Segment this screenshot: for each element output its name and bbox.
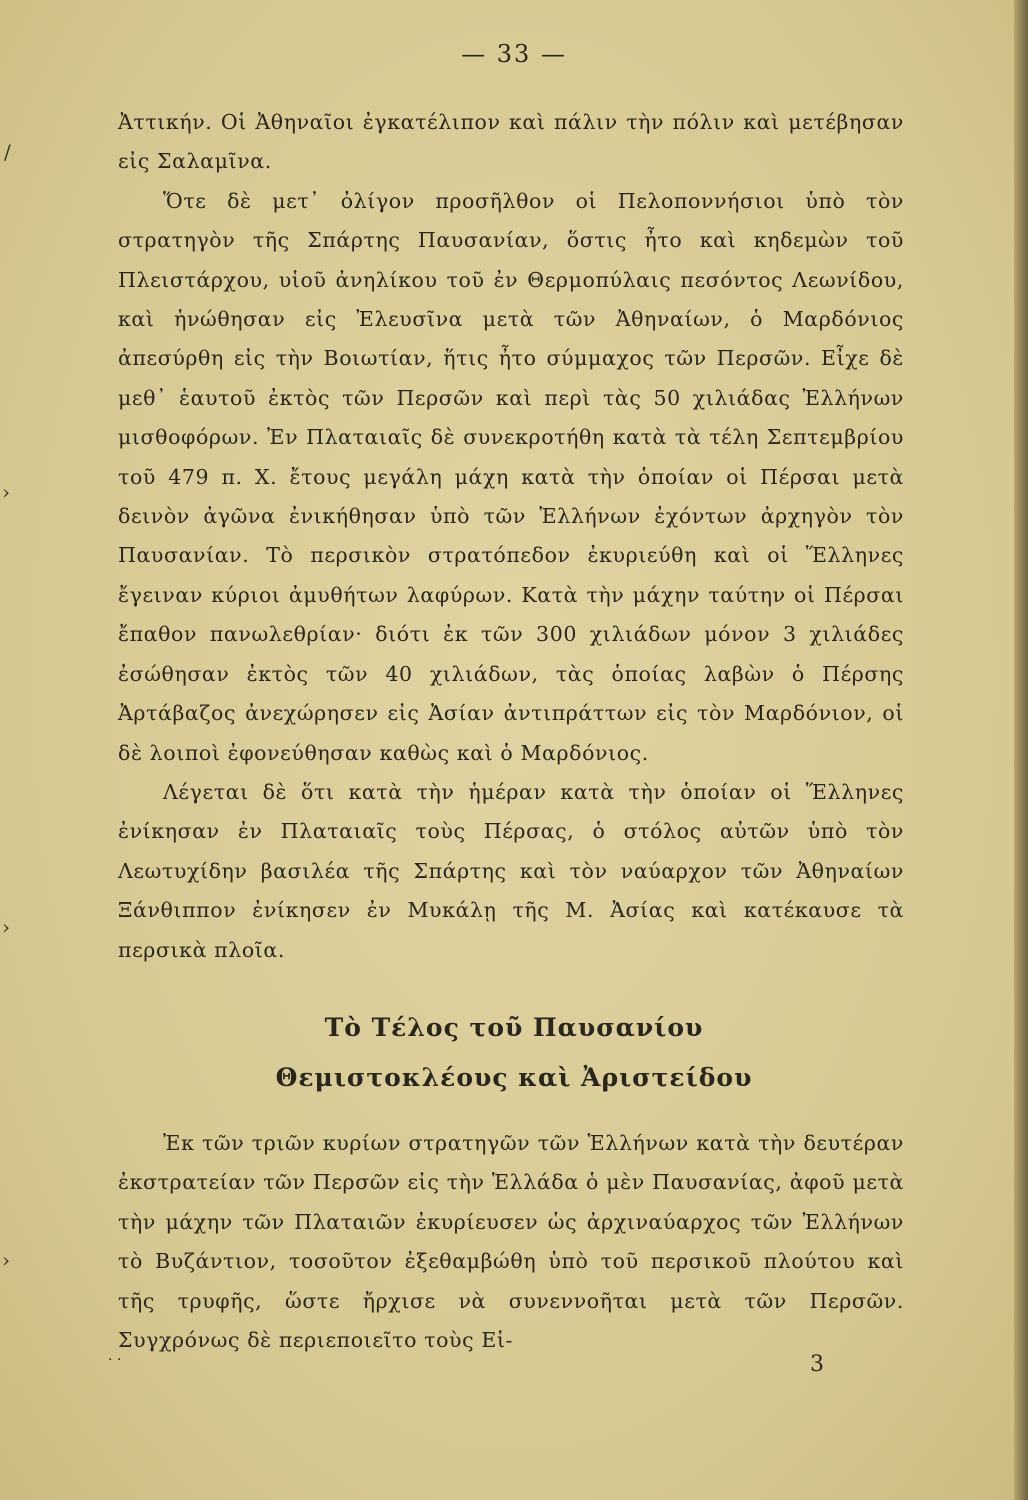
signature-mark: 3 (810, 1352, 824, 1377)
margin-arrow-icon: › (2, 915, 10, 939)
section-heading-line-1: Τὸ Τέλος τοῦ Παυσανίου (324, 1013, 704, 1042)
margin-mark-icon: / (4, 140, 11, 164)
page-number: — 33 — (461, 40, 567, 68)
margin-arrow-icon: › (2, 1248, 10, 1272)
paragraph-2: Ὅτε δὲ μετ᾽ ὀλίγον προσῆλθον οἱ Πελοποννήσιοι ὑπὸ τὸν στρατηγὸν τῆς Σπάρτης Παυσανίαν, ὅστις ἦτο καὶ κηδεμὼν τοῦ Πλειστάρχου, υἱοῦ ἀνηλίκου τοῦ ἐν Θερμοπύλαις πεσόντος Λεωνίδου, καὶ ἡνώθησαν εἰς Ἐλευσῖνα μετὰ τῶν Ἀθηναίων, ὁ Μαρδόνιος ἀπεσύρθη εἰς τὴν Βοιωτίαν, ἥτις ἦτο σύμμαχος τῶν Περσῶν. Εἶχε δὲ μεθ᾽ ἑαυτοῦ ἐκτὸς τῶν Περσῶν καὶ περὶ τὰς 50 χιλιάδας Ἑλλήνων μισθοφόρων. Ἐν Πλαταιαῖς δὲ συνεκροτήθη κατὰ τὰ τέλη Σεπτεμβρίου τοῦ 479 π. Χ. ἔτους μεγάλη μάχη κατὰ τὴν ὁποίαν οἱ Πέρσαι μετὰ δεινὸν ἀγῶνα ἐνικήθησαν ὑπὸ τῶν Ἑλλήνων ἐχόντων ἀρχηγὸν τὸν Παυσανίαν. Τὸ περσικὸν στρατόπεδον ἐκυριεύθη καὶ οἱ Ἕλληνες ἔγειναν κύριοι ἀμυθήτων λαφύρων. Κατὰ τὴν μάχην ταύτην οἱ Πέρσαι ἔπαθον πανωλεθρίαν· διότι ἐκ τῶν 300 χιλιάδων μόνον 3 χιλιάδες ἐσώθησαν ἐκτὸς τῶν 40 χιλιάδων, τὰς ὁποίας λαβὼν ὁ Πέρσης Ἀρτάβαζος ἀνεχώρησεν εἰς Ἀσίαν ἀντιπράττων εἰς τὸν Μαρδόνιον, οἱ δὲ λοιποὶ ἐφονεύθησαν καθὼς καὶ ὁ Μαρδόνιος. (118, 188, 904, 765)
paragraph-3: Λέγεται δὲ ὅτι κατὰ τὴν ἡμέραν κατὰ τὴν ὁποίαν οἱ Ἕλληνες ἐνίκησαν ἐν Πλαταιαῖς τοὺς Πέρσας, ὁ στόλος αὐτῶν ὑπὸ τὸν Λεωτυχίδην βασιλέα τῆς Σπάρτης καὶ τὸν ναύαρχον τῶν Ἀθηναίων Ξάνθιππον ἐνίκησεν ἐν Μυκάλῃ τῆς Μ. Ἀσίας καὶ κατέκαυσε τὰ περσικὰ πλοῖα. (118, 779, 904, 962)
footer-dots: · · (108, 1352, 122, 1368)
page-edge-shadow (1014, 0, 1028, 1500)
margin-arrow-icon: › (2, 480, 10, 504)
text-block-top (118, 103, 904, 970)
section-heading-line-2: Θεμιστοκλέους καὶ Ἀριστείδου (275, 1063, 753, 1092)
paragraph-1: Ἀττικήν. Οἱ Ἀθηναῖοι ἐγκατέλιπον καὶ πάλιν τὴν πόλιν καὶ μετέβησαν εἰς Σαλαμῖνα. (118, 110, 904, 174)
text-block-bottom (118, 1124, 904, 1360)
paragraph-4: Ἐκ τῶν τριῶν κυρίων στρατηγῶν τῶν Ἑλλήνων κατὰ τὴν δευτέραν ἐκστρατείαν τῶν Περσῶν εἰς τὴν Ἑλλάδα ὁ μὲν Παυσανίας, ἀφοῦ μετὰ τὴν μάχην τῶν Πλαταιῶν ἐκυρίευσεν ὡς ἀρχιναύαρχος τῶν Ἑλλήνων τὸ Βυζάντιον, τοσοῦτον ἐξεθαμβώθη ὑπὸ τοῦ περσικοῦ πλούτου καὶ τῆς τρυφῆς, ὥστε ἤρχισε νὰ συνεννοῆται μετὰ τῶν Περσῶν. Συγχρόνως δὲ περιεποιεῖτο τοὺς Εἱ- (118, 1131, 904, 1353)
